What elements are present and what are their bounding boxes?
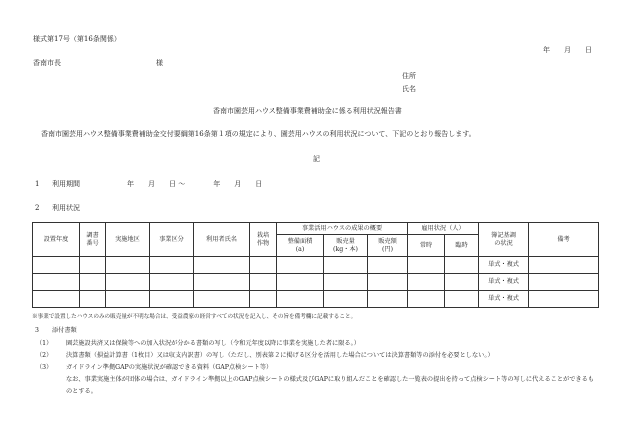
header-remarks: 備考 — [529, 223, 599, 257]
section2-number: 2 — [35, 204, 40, 212]
bookkeeping-cell: 単式・複式 — [479, 274, 529, 291]
header-area: 実施地区 — [106, 223, 150, 257]
bookkeeping-cell: 単式・複式 — [479, 291, 529, 308]
table-row — [33, 257, 599, 274]
applicant-name-label: 氏名 — [402, 85, 416, 93]
addressee: 香南市長 — [33, 59, 61, 67]
attachment-text-3: ガイドライン準拠GAPの実施状況が確認できる資料（GAP点検シート等） — [66, 364, 273, 371]
attachment-num-2: （2） — [36, 352, 53, 359]
usage-period: 年 月 日 〜 年 月 日 — [127, 180, 263, 188]
honorific: 様 — [156, 59, 163, 67]
attachment-continuation-1: なお、事業実施主体が団体の場合は、ガイドライン準拠以上のGAP点検シートの様式及びGAPに取り組んだことを確認した一覧表の提出を持って点検シート等の写しに代えることができるも — [66, 376, 594, 383]
ki-label: 記 — [313, 155, 320, 163]
header-fulltime: 常時 — [408, 235, 445, 257]
header-check-no: 調書 番号 — [80, 223, 106, 257]
usage-status-table — [32, 222, 599, 308]
date-line: 年 月 日 — [543, 46, 592, 54]
table-row — [33, 274, 599, 291]
header-year: 設置年度 — [33, 223, 80, 257]
table-row — [33, 291, 599, 308]
header-sales-amount: 販売額 (円) — [368, 235, 408, 257]
bookkeeping-cell: 単式・複式 — [479, 257, 529, 274]
attachment-continuation-2: のとする。 — [66, 388, 97, 395]
header-maintained-area: 整備面積 (a) — [277, 235, 324, 257]
section2-label: 利用状況 — [52, 204, 80, 212]
intro-paragraph: 香南市園芸用ハウス整備事業費補助金交付要綱第16条第１項の規定により、園芸用ハウスの利用状況について、下記のとおり報告します。 — [41, 130, 476, 138]
section3-label: 添付書類 — [52, 327, 77, 334]
section1-label: 利用期間 — [52, 180, 80, 188]
form-number: 様式第17号（第16条関係） — [33, 35, 121, 43]
header-sales-volume: 販売量 (kg・本) — [324, 235, 368, 257]
attachment-text-2: 決算書類（損益計算書（1枚目）又は収支内訳書）の写し（ただし、別表第２に掲げる区分を活用した場合については決算書類等の添付を必要としない。） — [66, 352, 494, 359]
header-results-group: 事業活用ハウスの成果の概要 — [277, 223, 408, 235]
header-category: 事業区分 — [150, 223, 194, 257]
header-crop: 栽培 作物 — [250, 223, 277, 257]
header-employment-group: 雇用状況（人） — [408, 223, 479, 235]
attachment-num-3: （3） — [36, 364, 53, 371]
header-bookkeeping: 簿記基調 の状況 — [479, 223, 529, 257]
section3-number: 3 — [35, 327, 39, 334]
attachment-num-1: （1） — [36, 340, 53, 347]
section1-number: 1 — [35, 180, 40, 188]
table-note: ※事業で設置したハウスのみの販売量が不明な場合は、受益農家の経営すべての状況を記入し、その旨を備考欄に記載すること。 — [32, 314, 357, 320]
attachment-text-1: 園芸施設共済又は保険等への加入状況が分かる書類の写し（令和元年度以降に事業を実施した者に限る。） — [66, 340, 360, 347]
page-title: 香南市園芸用ハウス整備事業費補助金に係る利用状況報告書 — [213, 107, 402, 115]
header-temporary: 臨時 — [445, 235, 479, 257]
applicant-address-label: 住所 — [402, 72, 416, 80]
header-user-name: 利用者氏名 — [194, 223, 250, 257]
